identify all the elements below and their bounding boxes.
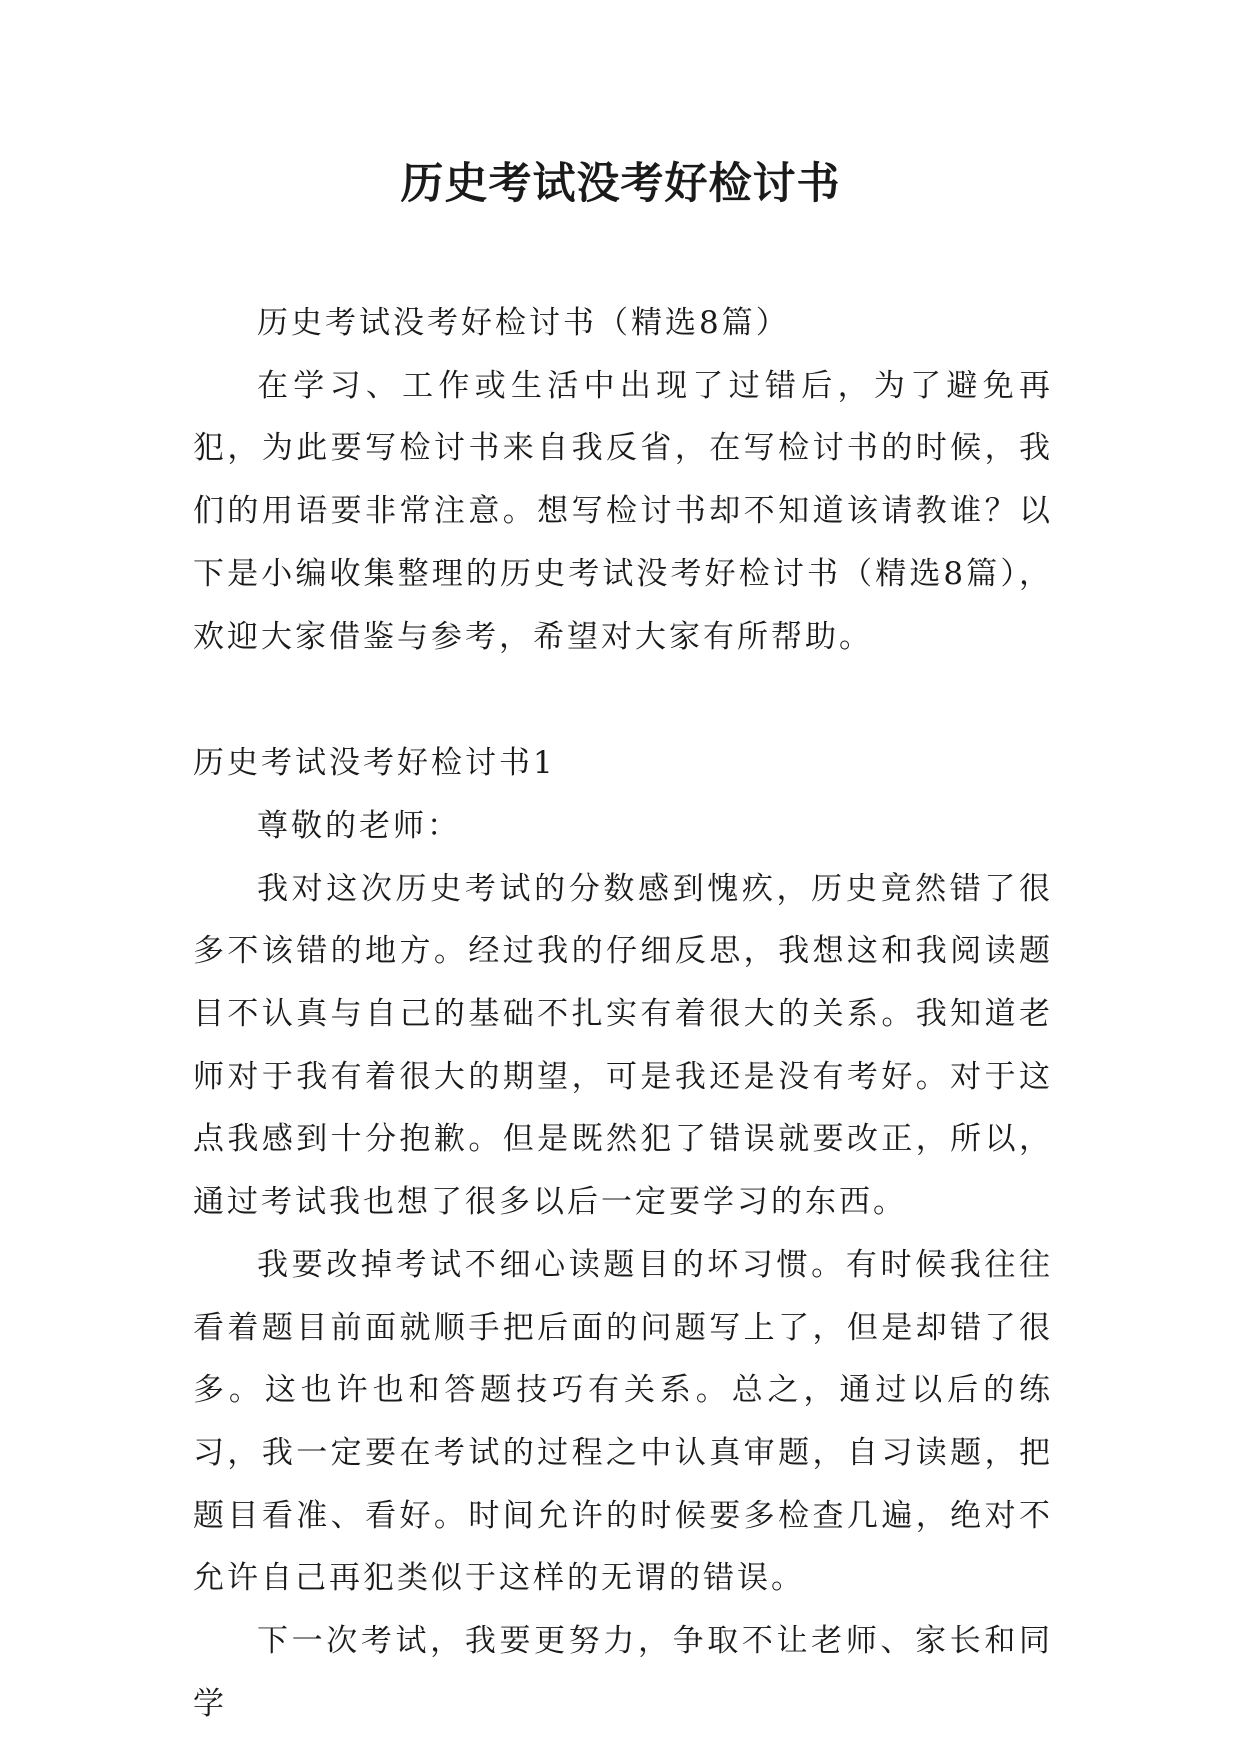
body-paragraph: 下一次考试，我要更努力，争取不让老师、家长和同学: [193, 1623, 1053, 1722]
intro-paragraph: 在学习、工作或生活中出现了过错后，为了避免再犯，为此要写检讨书来自我反省，在写检讨书的时候，我们的用语要非常注意。想写检讨书却不知道该请教谁？以下是小编收集整理的历史考试没考好检讨书（精选8篇），欢迎大家借鉴与参考，希望对大家有所帮助。: [193, 367, 1053, 655]
document-body: [193, 292, 1053, 1735]
section-spacer: [193, 668, 1053, 732]
body-paragraph: 我要改掉考试不细心读题目的坏习惯。有时候我往往看着题目前面就顺手把后面的问题写上了，但是却错了很多。这也许也和答题技巧有关系。总之，通过以后的练习，我一定要在考试的过程之中认真审题，自习读题，把题目看准、看好。时间允许的时候要多检查几遍，绝对不允许自己再犯类似于这样的无谓的错误。: [193, 1246, 1053, 1597]
section-heading: 历史考试没考好检讨书1: [193, 745, 556, 782]
document-subtitle: 历史考试没考好检讨书（精选8篇）: [257, 305, 790, 341]
salutation: 尊敬的老师：: [257, 807, 461, 844]
body-paragraph: 我对这次历史考试的分数感到愧疚，历史竟然错了很多不该错的地方。经过我的仔细反思，我想这和我阅读题目不认真与自己的基础不扎实有着很大的关系。我知道老师对于我有着很大的期望，可是我还是没有考好。对于这点我感到十分抱歉。但是既然犯了错误就要改正，所以，通过考试我也想了很多以后一定要学习的东西。: [193, 870, 1053, 1221]
document-title: 历史考试没考好检讨书: [400, 159, 841, 209]
